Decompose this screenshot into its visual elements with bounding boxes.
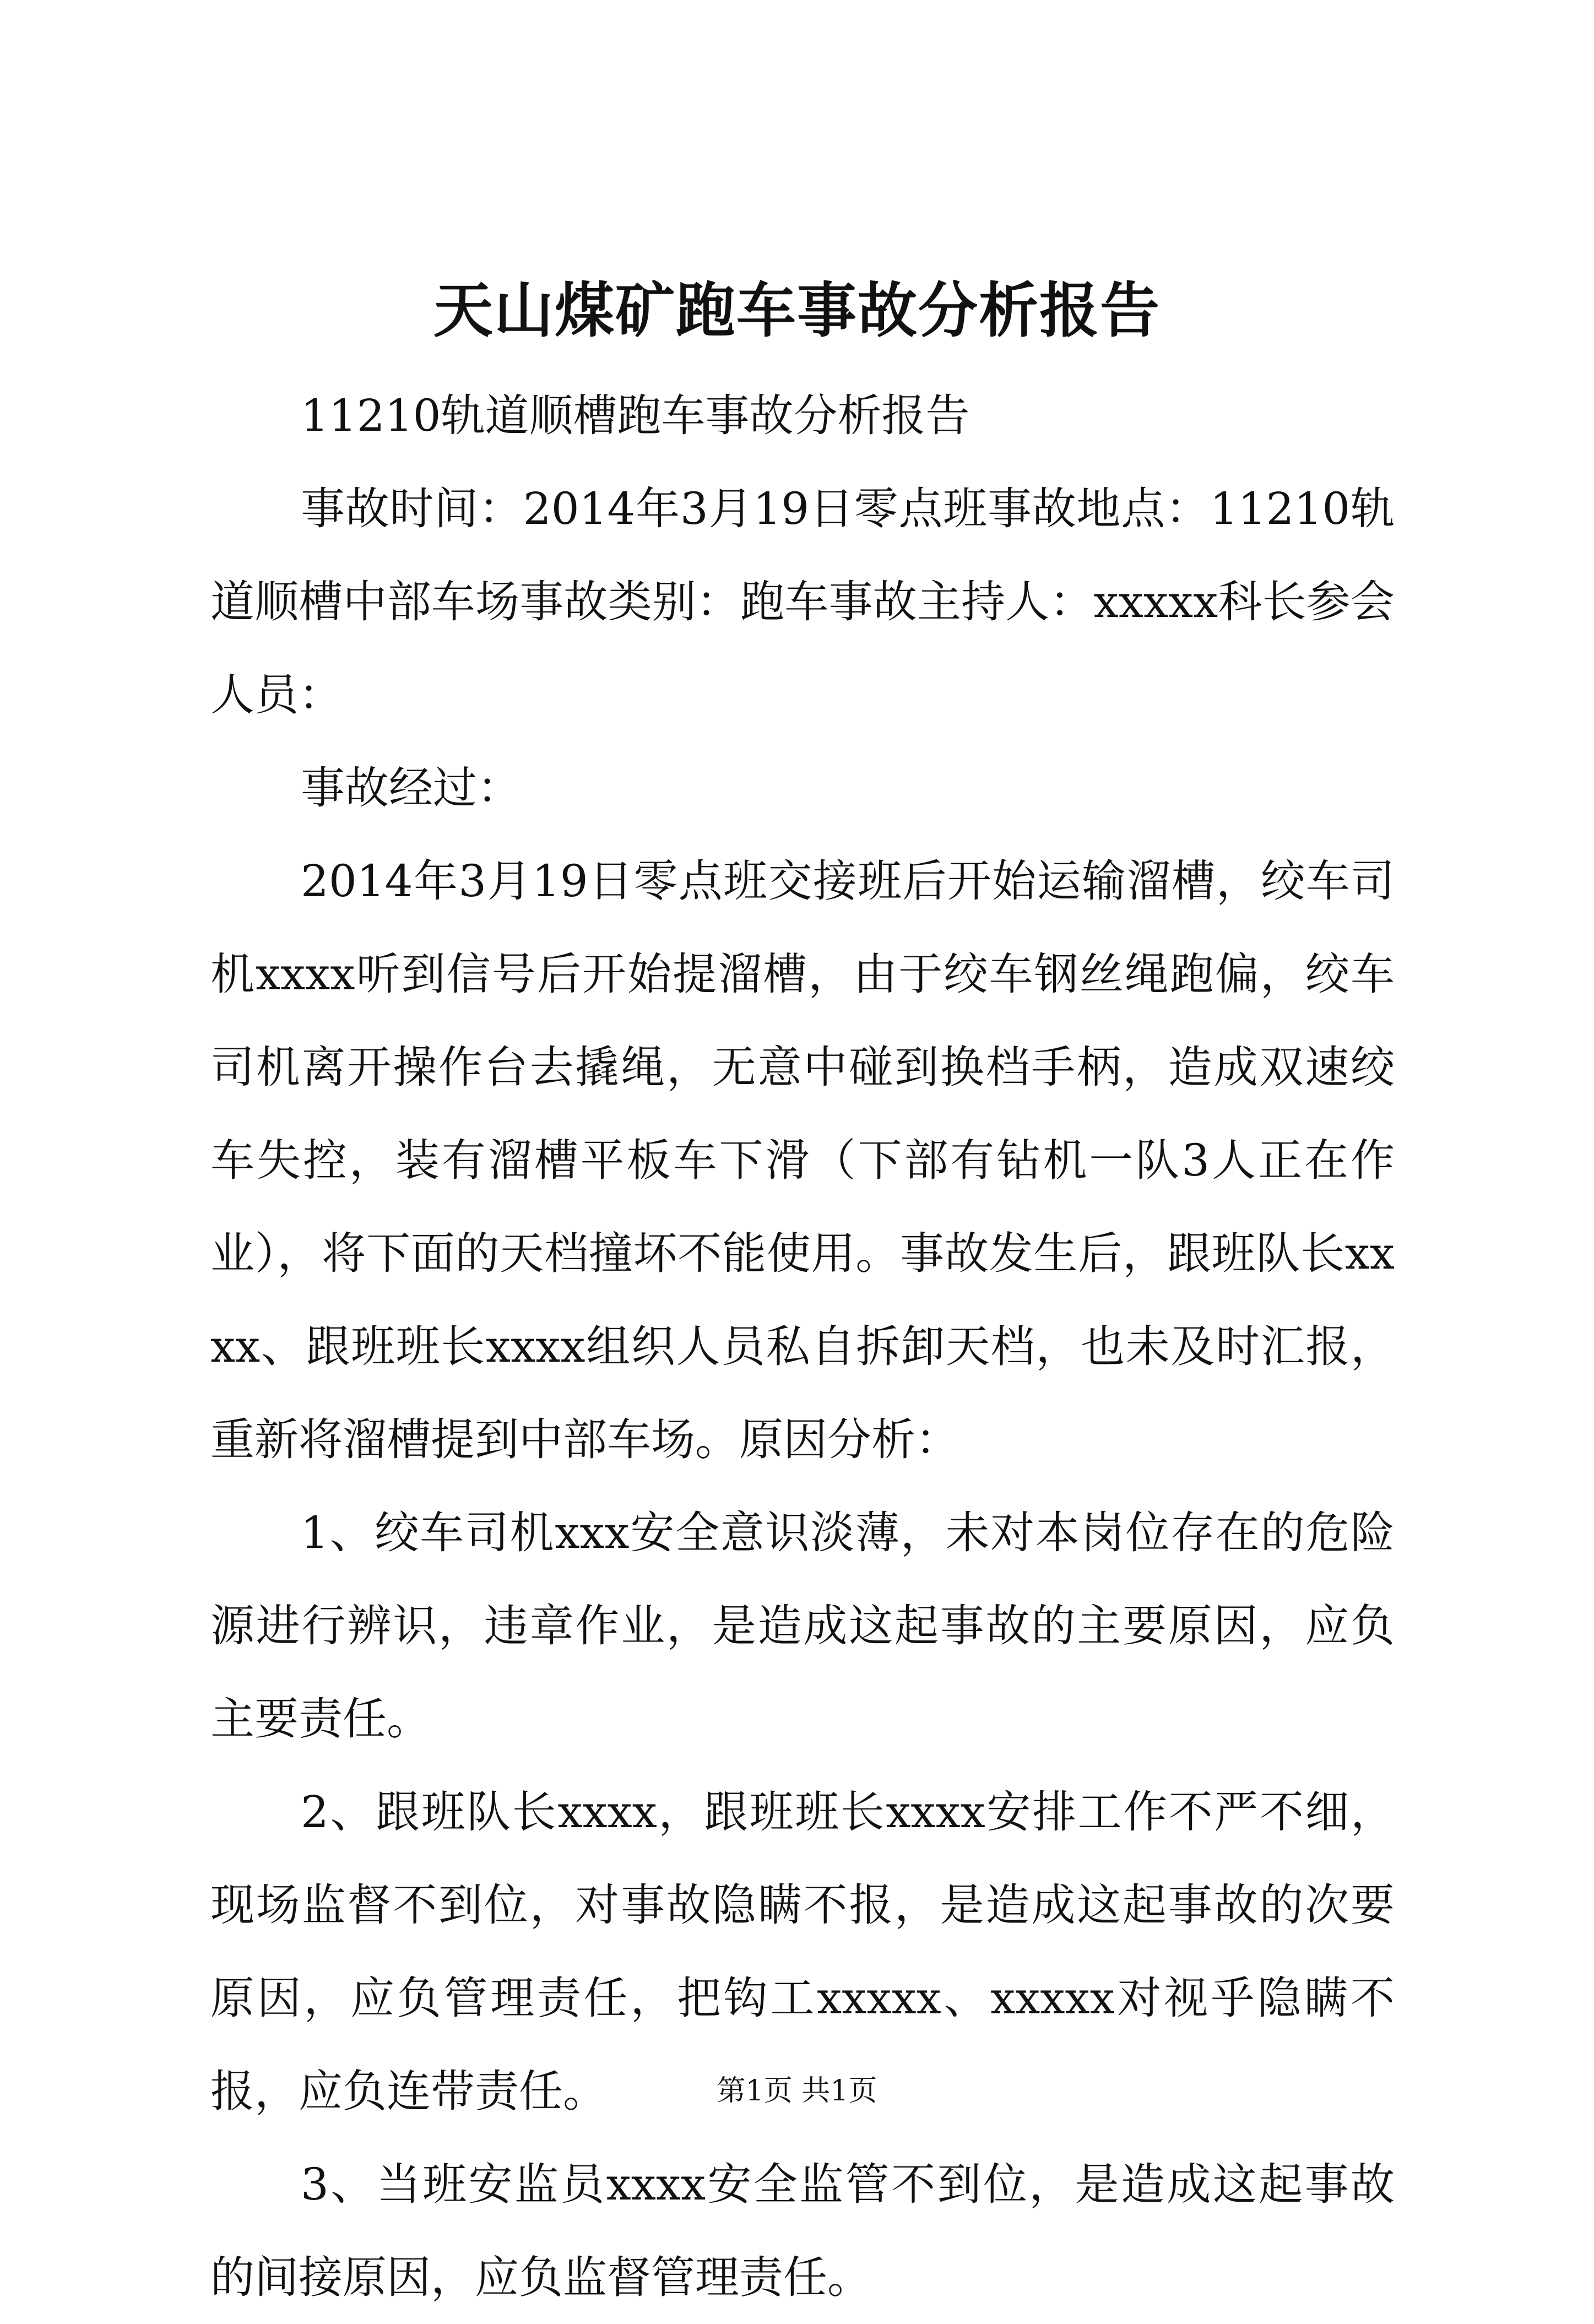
cause-item-2: 2、跟班队长xxxx，跟班班长xxxx安排工作不严不细，现场监督不到位，对事故隐瞒不报，是造成这起事故的次要原因，应负管理责任，把钩工xxxxx、xxxxx对视乎隐瞒不报，应负连带责任。 [210,1786,1395,2117]
page-number-footer: 第1页 共1页 [717,2074,877,2108]
accident-process-paragraph: 2014年3月19日零点班交接班后开始运输溜槽，绞车司机xxxx听到信号后开始提溜槽，由于绞车钢丝绳跑偏，绞车司机离开操作台去撬绳，无意中碰到换档手柄，造成双速绞车失控，装有溜槽平板车下滑（下部有钻机一队3人正在作业），将下面的天档撞坏不能使用。事故发生后，跟班队长xxxx、跟班班长xxxx组织人员私自拆卸天档，也未及时汇报，重新将溜槽提到中部车场。原因分析： [210,855,1395,1465]
cause-item-3: 3、当班安监员xxxx安全监管不到位，是造成这起事故的间接原因，应负监督管理责任。 [210,2159,1395,2303]
accident-info-paragraph: 事故时间：2014年3月19日零点班事故地点：11210轨道顺槽中部车场事故类别：跑车事故主持人：xxxxx科长参会人员： [210,483,1395,721]
cause-item-1: 1、绞车司机xxx安全意识淡薄，未对本岗位存在的危险源进行辨识，违章作业，是造成这起事故的主要原因，应负主要责任。 [210,1507,1395,1745]
document-body [210,369,1395,2324]
document-title: 天山煤矿跑车事故分析报告 [433,276,1161,345]
subtitle-paragraph: 11210轨道顺槽跑车事故分析报告 [301,390,970,441]
accident-process-heading: 事故经过： [301,762,521,814]
